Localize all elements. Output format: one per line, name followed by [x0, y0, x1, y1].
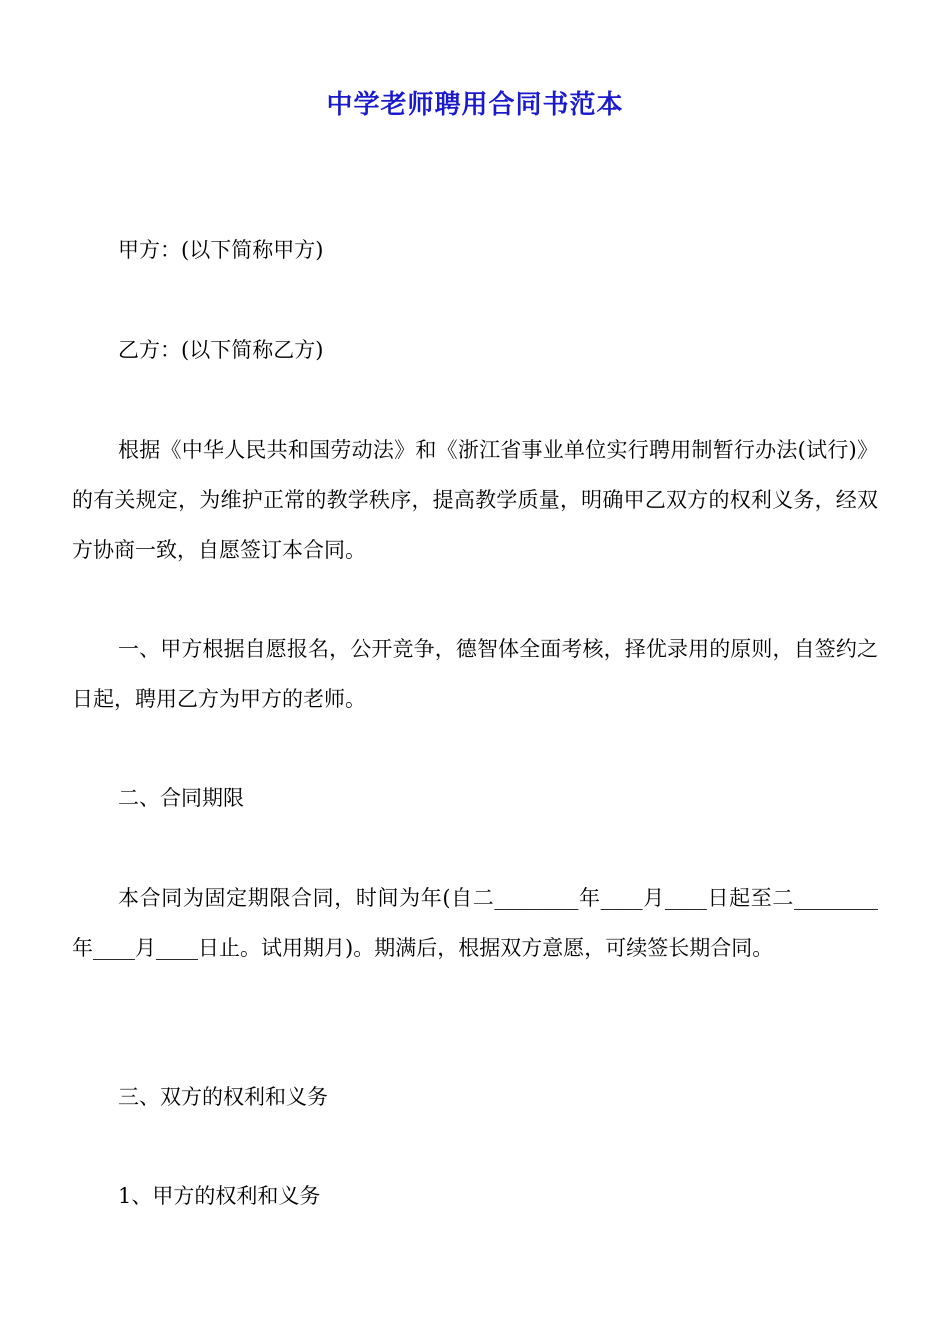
- clause-3-subheading: 1、甲方的权利和义务: [118, 1184, 321, 1208]
- clause-2-heading: 二、合同期限: [118, 786, 244, 810]
- clause-3-heading: 三、双方的权利和义务: [118, 1085, 328, 1109]
- party-b-line: 乙方：(以下简称乙方): [118, 338, 324, 362]
- clause-1-paragraph: 一、甲方根据自愿报名，公开竞争，德智体全面考核，择优录用的原则，自签约之日起，聘用乙方为甲方的老师。: [72, 637, 878, 711]
- clause-2-body: 本合同为固定期限合同，时间为年(自二________年____月____日起至二________年____月____日止。试用期月)。期满后，根据双方意愿，可续签长期合同。: [72, 886, 878, 960]
- preamble-paragraph: 根据《中华人民共和国劳动法》和《浙江省事业单位实行聘用制暂行办法(试行)》的有关规定，为维护正常的教学秩序，提高教学质量，明确甲乙双方的权利义务，经双方协商一致，自愿签订本合同。: [72, 438, 878, 562]
- party-a-line: 甲方：(以下简称甲方): [118, 238, 324, 262]
- document-title: 中学老师聘用合同书范本: [326, 90, 624, 120]
